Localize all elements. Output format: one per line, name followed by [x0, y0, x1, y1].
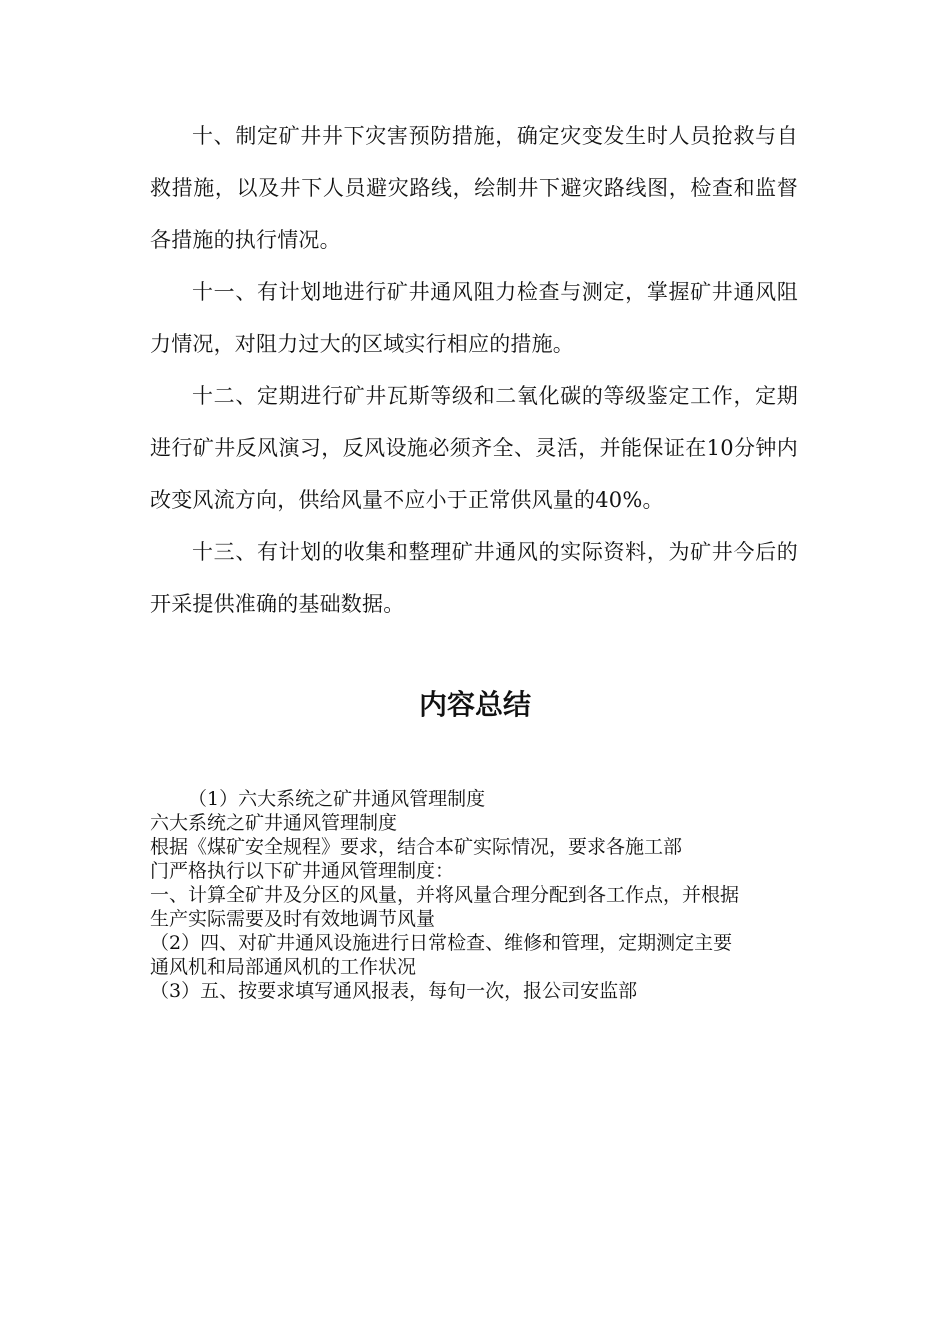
paragraph-13: 十三、有计划的收集和整理矿井通风的实际资料，为矿井今后的开采提供准确的基础数据。: [150, 540, 798, 616]
summary-line: 生产实际需要及时有效地调节风量: [150, 908, 436, 930]
summary-line: （2）四、对矿井通风设施进行日常检查、维修和管理，定期测定主要: [150, 932, 733, 954]
summary-line: 一、计算全矿井及分区的风量，并将风量合理分配到各工作点，并根据: [150, 884, 740, 906]
summary-title: 内容总结: [418, 688, 531, 721]
summary-line: 通风机和局部通风机的工作状况: [150, 956, 417, 978]
summary-line: 根据《煤矿安全规程》要求，结合本矿实际情况，要求各施工部: [150, 836, 683, 858]
summary-line: 门严格执行以下矿井通风管理制度：: [150, 860, 455, 882]
summary-line: 六大系统之矿井通风管理制度: [150, 812, 398, 834]
paragraph-10: 十、制定矿井井下灾害预防措施，确定灾变发生时人员抢救与自救措施，以及井下人员避灾路线，绘制井下避灾路线图，检查和监督各措施的执行情况。: [150, 124, 798, 252]
body-text: [150, 110, 798, 630]
paragraph-11: 十一、有计划地进行矿井通风阻力检查与测定，掌握矿井通风阻力情况，对阻力过大的区域实行相应的措施。: [150, 280, 798, 356]
summary-line: （3）五、按要求填写通风报表，每旬一次，报公司安监部: [150, 980, 638, 1002]
paragraph-12: 十二、定期进行矿井瓦斯等级和二氧化碳的等级鉴定工作，定期进行矿井反风演习，反风设施必须齐全、灵活，并能保证在10分钟内改变风流方向，供给风量不应小于正常供风量的40%。: [150, 384, 798, 512]
summary-line: （1）六大系统之矿井通风管理制度: [188, 788, 486, 810]
summary-block: [150, 787, 810, 1003]
